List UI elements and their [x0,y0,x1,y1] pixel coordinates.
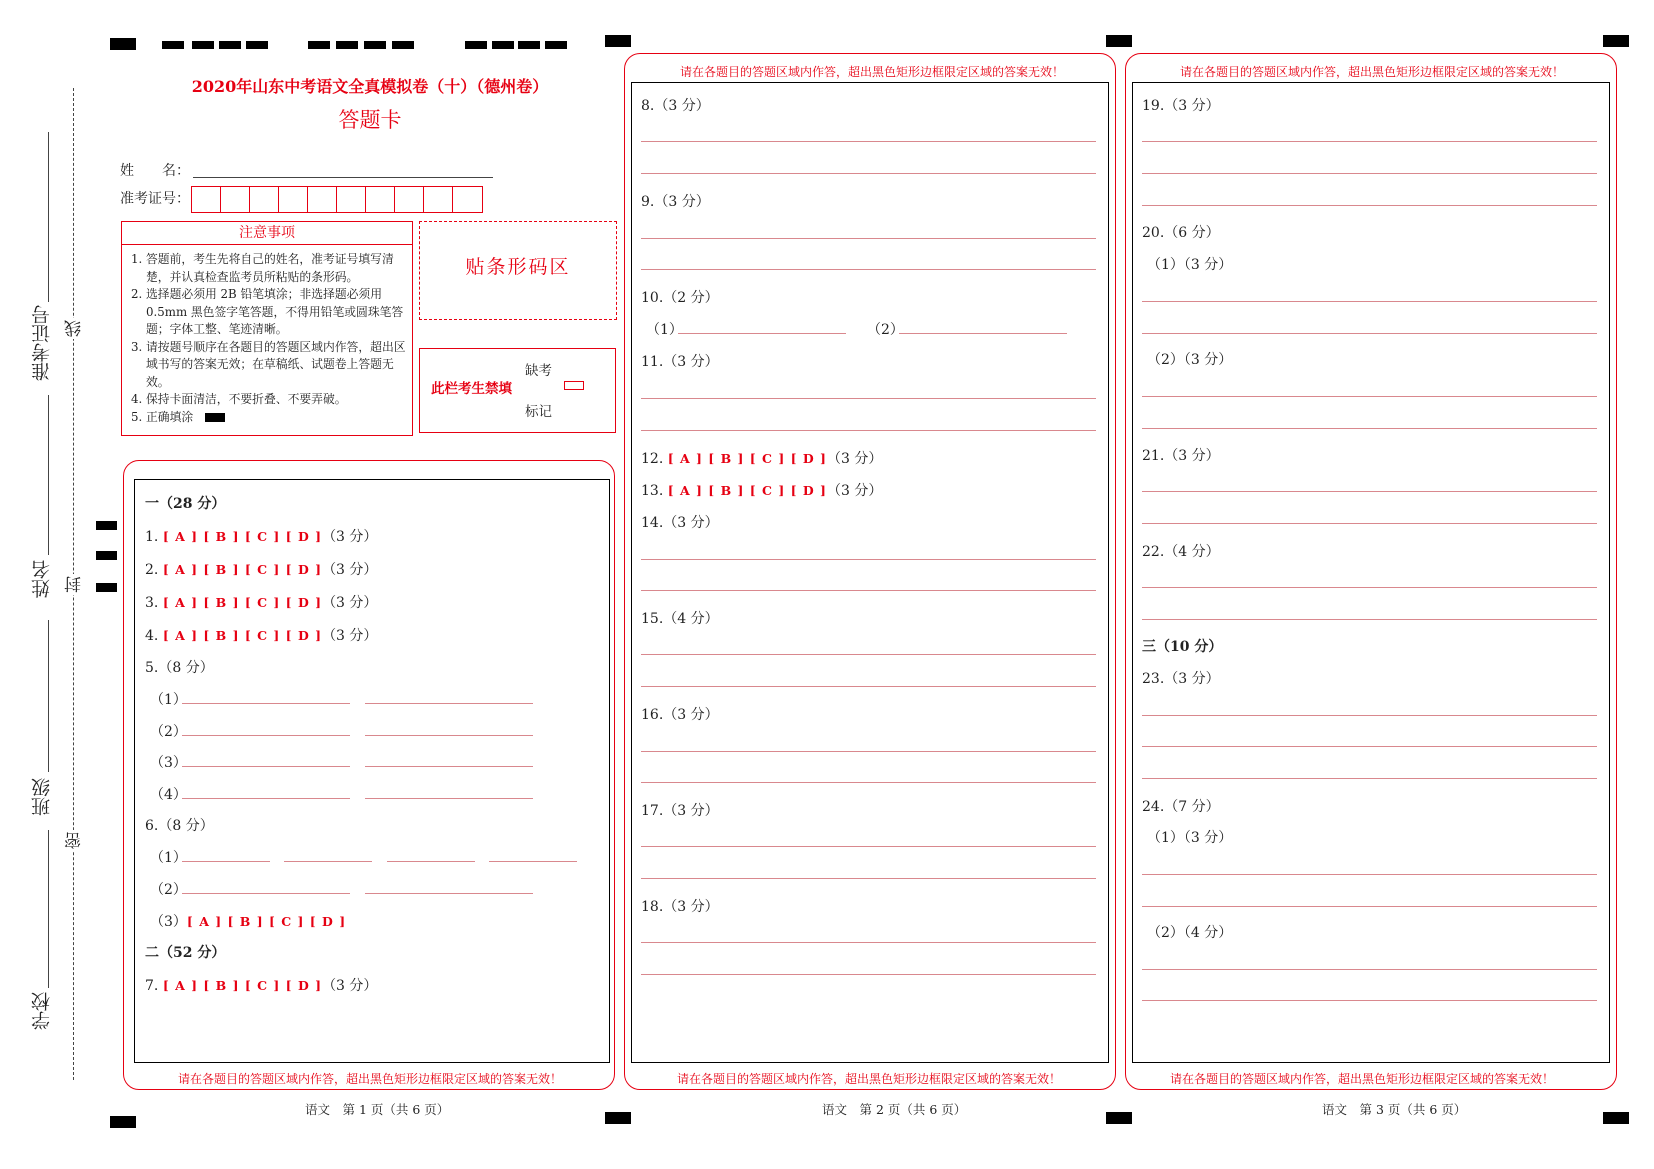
timing-mark [1603,35,1629,47]
question-22: 22.（4 分） [1142,544,1220,560]
question-2[interactable]: 2. [ A ] [ B ] [ C ] [ D ]（3 分） [145,562,378,578]
warning-text: 请在各题目的答题区域内作答，超出黑色矩形边框限定区域的答案无效！ [680,65,1065,79]
answer-line[interactable] [182,893,350,894]
section-two-heading: 二（52 分） [145,945,226,961]
notes-title: 注意事项 [122,222,412,245]
answer-line[interactable] [1142,1000,1597,1001]
timing-mark [605,1112,631,1124]
question-9: 9.（3 分） [641,194,710,210]
question-6: 6.（8 分） [145,818,214,834]
page-footer-1: 语文 第 1 页（共 6 页） [305,1102,450,1117]
timing-mark [336,41,358,49]
q6-part-1: （1） [150,850,187,866]
timing-mark [1106,35,1132,47]
answer-line[interactable] [182,735,350,736]
filled-mark-sample [205,413,225,422]
question-20: 20.（6 分） [1142,225,1220,241]
question-3[interactable]: 3. [ A ] [ B ] [ C ] [ D ]（3 分） [145,595,378,611]
question-17: 17.（3 分） [641,803,719,819]
answer-line[interactable] [678,333,846,334]
q5-part-1: （1） [150,692,187,708]
q24-part-2: （2）（4 分） [1147,925,1233,941]
q5-part-4: （4） [150,787,187,803]
barcode-area [419,221,617,320]
question-14: 14.（3 分） [641,515,719,531]
answer-line[interactable] [1142,906,1597,907]
section-three-heading: 三（10 分） [1142,639,1223,655]
id-digit-box[interactable] [453,187,482,212]
name-label: 姓 名： [120,163,190,179]
choice-options[interactable]: [ A ] [ B ] [ C ] [ D ] [162,978,323,993]
side-fill-line [48,395,49,555]
question-13[interactable]: 13. [ A ] [ B ] [ C ] [ D ]（3 分） [641,483,883,499]
id-digit-box[interactable] [424,187,453,212]
answer-line[interactable] [1142,396,1597,397]
timing-mark [219,41,241,49]
question-21: 21.（3 分） [1142,448,1220,464]
answer-line[interactable] [284,861,372,862]
answer-line[interactable] [899,333,1067,334]
note-item: 4. 保持卡面清洁，不要折叠、不要弄破。 [146,391,406,409]
q6-part-2: （2） [150,882,187,898]
answer-line[interactable] [641,782,1096,783]
question-24: 24.（7 分） [1142,799,1220,815]
answer-line[interactable] [365,766,533,767]
timing-mark [492,41,514,49]
answer-line[interactable] [641,751,1096,752]
answer-line[interactable] [1142,969,1597,970]
timing-mark [96,583,117,592]
timing-mark [1106,1112,1132,1124]
choice-options[interactable]: [ A ] [ B ] [ C ] [ D ] [667,483,827,498]
choice-options[interactable]: [ A ] [ B ] [ C ] [ D ] [162,628,323,643]
id-digit-box[interactable] [221,187,250,212]
side-label-class: 班级 [31,778,53,816]
answer-line[interactable] [641,654,1096,655]
answer-line[interactable] [1142,141,1597,142]
question-1[interactable]: 1. [ A ] [ B ] [ C ] [ D ]（3 分） [145,529,378,545]
answer-line[interactable] [1142,333,1597,334]
q20-part-1: （1）（3 分） [1147,257,1233,273]
answer-line[interactable] [641,590,1096,591]
answer-line[interactable] [182,798,350,799]
seal-line-label: 线 [62,318,87,339]
question-18: 18.（3 分） [641,899,719,915]
note-item: 正确填涂 [146,409,194,424]
timing-mark [246,41,268,49]
answer-line[interactable] [641,942,1096,943]
warning-text: 请在各题目的答题区域内作答，超出黑色矩形边框限定区域的答案无效！ [1170,1072,1555,1086]
question-16: 16.（3 分） [641,707,719,723]
q5-part-3: （3） [150,755,187,771]
side-fill-line [48,132,49,302]
question-15: 15.（4 分） [641,611,719,627]
timing-mark [110,38,136,50]
section-one-heading: 一（28 分） [145,496,226,512]
q10-part-1: （1） [646,322,683,338]
side-label-name: 姓名 [31,560,53,598]
mark-label: 标记 [525,404,552,420]
question-10: 10.（2 分） [641,290,719,306]
choice-options[interactable]: [ A ] [ B ] [ C ] [ D ] [162,562,323,577]
side-fill-line [48,620,49,772]
absent-label: 缺考 [525,363,552,379]
answer-line[interactable] [641,974,1096,975]
side-fill-line [48,830,49,988]
exam-title: 2020年山东中考语文全真模拟卷（十）（德州卷） [191,77,549,96]
answer-line[interactable] [641,398,1096,399]
answer-line[interactable] [641,686,1096,687]
question-8: 8.（3 分） [641,98,710,114]
choice-options[interactable]: [ A ] [ B ] [ C ] [ D ] [162,595,323,610]
answer-line[interactable] [365,703,533,704]
answer-line[interactable] [1142,523,1597,524]
answer-line[interactable] [1142,619,1597,620]
answer-sheet-title: 答题卡 [338,108,402,132]
timing-mark [1603,1112,1629,1124]
answer-line[interactable] [1142,587,1597,588]
answer-line[interactable] [641,846,1096,847]
answer-line[interactable] [1142,715,1597,716]
answer-line[interactable] [182,861,270,862]
note-item: 3. 请按题号顺序在各题目的答题区域内作答，超出区域书写的答案无效；在草稿纸、试题卷上答题无效。 [146,339,406,392]
id-label: 准考证号： [120,191,190,207]
seal-close-label: 密 [62,830,87,851]
warning-text: 请在各题目的答题区域内作答，超出黑色矩形边框限定区域的答案无效！ [1180,65,1565,79]
question-12[interactable]: 12. [ A ] [ B ] [ C ] [ D ]（3 分） [641,451,883,467]
id-digit-box[interactable] [308,187,337,212]
id-digit-box[interactable] [337,187,366,212]
warning-text: 请在各题目的答题区域内作答，超出黑色矩形边框限定区域的答案无效！ [677,1072,1062,1086]
note-item: 1. 答题前，考生先将自己的姓名，准考证号填写清楚，并认真检查监考员所粘贴的条形码。 [146,251,406,286]
answer-line[interactable] [1142,874,1597,875]
note-item: 2. 选择题必须用 2B 铅笔填涂；非选择题必须用 0.5mm 黑色签字笔答题，不得用铅笔或圆珠笔答题；字体工整、笔迹清晰。 [146,286,406,339]
absent-box [419,348,616,433]
answer-line[interactable] [641,238,1096,239]
answer-line[interactable] [1142,205,1597,206]
absent-mark-box[interactable] [564,381,584,390]
timing-mark [110,1116,136,1128]
answer-line[interactable] [182,766,350,767]
notes-box [121,221,413,436]
q6-part-3[interactable]: （3）[ A ] [ B ] [ C ] [ D ] [150,914,347,930]
timing-mark [545,41,567,49]
prohibit-label: 此栏考生禁填 [431,381,512,397]
id-digit-box[interactable] [192,187,221,212]
barcode-label: 贴条形码区 [465,256,571,278]
question-5: 5.（8 分） [145,660,214,676]
timing-mark [96,521,117,530]
question-23: 23.（3 分） [1142,671,1220,687]
answer-line[interactable] [641,559,1096,560]
timing-mark [364,41,386,49]
id-digit-box[interactable] [395,187,424,212]
question-7[interactable]: 7. [ A ] [ B ] [ C ] [ D ]（3 分） [145,978,378,994]
q5-part-2: （2） [150,724,187,740]
timing-mark [605,35,631,47]
timing-mark [162,41,184,49]
q24-part-1: （1）（3 分） [1147,830,1233,846]
side-label-school: 学校 [31,992,53,1030]
answer-line[interactable] [387,861,475,862]
answer-line[interactable] [641,878,1096,879]
choice-options[interactable]: [ A ] [ B ] [ C ] [ D ] [667,451,827,466]
answer-line[interactable] [365,735,533,736]
timing-mark [518,41,540,49]
answer-line[interactable] [182,703,350,704]
page-footer-3: 语文 第 3 页（共 6 页） [1322,1102,1467,1117]
timing-mark [465,41,487,49]
answer-line[interactable] [641,173,1096,174]
choice-options[interactable]: [ A ] [ B ] [ C ] [ D ] [162,529,323,544]
answer-line[interactable] [1142,428,1597,429]
answer-line[interactable] [365,798,533,799]
question-19: 19.（3 分） [1142,98,1220,114]
id-digit-box[interactable] [279,187,308,212]
name-input-line[interactable] [193,177,493,178]
id-number-boxes[interactable] [191,186,483,213]
question-11: 11.（3 分） [641,354,719,370]
timing-mark [96,551,117,560]
answer-line[interactable] [641,269,1096,270]
answer-line[interactable] [1142,301,1597,302]
timing-mark [192,41,214,49]
q10-part-2: （2） [867,322,904,338]
side-label-id: 准考证号 [31,305,53,381]
warning-text: 请在各题目的答题区域内作答，超出黑色矩形边框限定区域的答案无效！ [178,1072,563,1086]
answer-line[interactable] [1142,491,1597,492]
id-digit-box[interactable] [366,187,395,212]
seal-seal-label: 封 [62,574,87,595]
q20-part-2: （2）（3 分） [1147,352,1233,368]
answer-line[interactable] [641,430,1096,431]
answer-line[interactable] [365,893,533,894]
answer-line[interactable] [1142,173,1597,174]
answer-line[interactable] [641,141,1096,142]
id-digit-box[interactable] [250,187,279,212]
answer-line[interactable] [1142,778,1597,779]
page-footer-2: 语文 第 2 页（共 6 页） [822,1102,967,1117]
answer-line[interactable] [1142,746,1597,747]
timing-mark [308,41,330,49]
timing-mark [392,41,414,49]
question-4[interactable]: 4. [ A ] [ B ] [ C ] [ D ]（3 分） [145,628,378,644]
choice-options[interactable]: [ A ] [ B ] [ C ] [ D ] [186,914,347,929]
answer-line[interactable] [489,861,577,862]
